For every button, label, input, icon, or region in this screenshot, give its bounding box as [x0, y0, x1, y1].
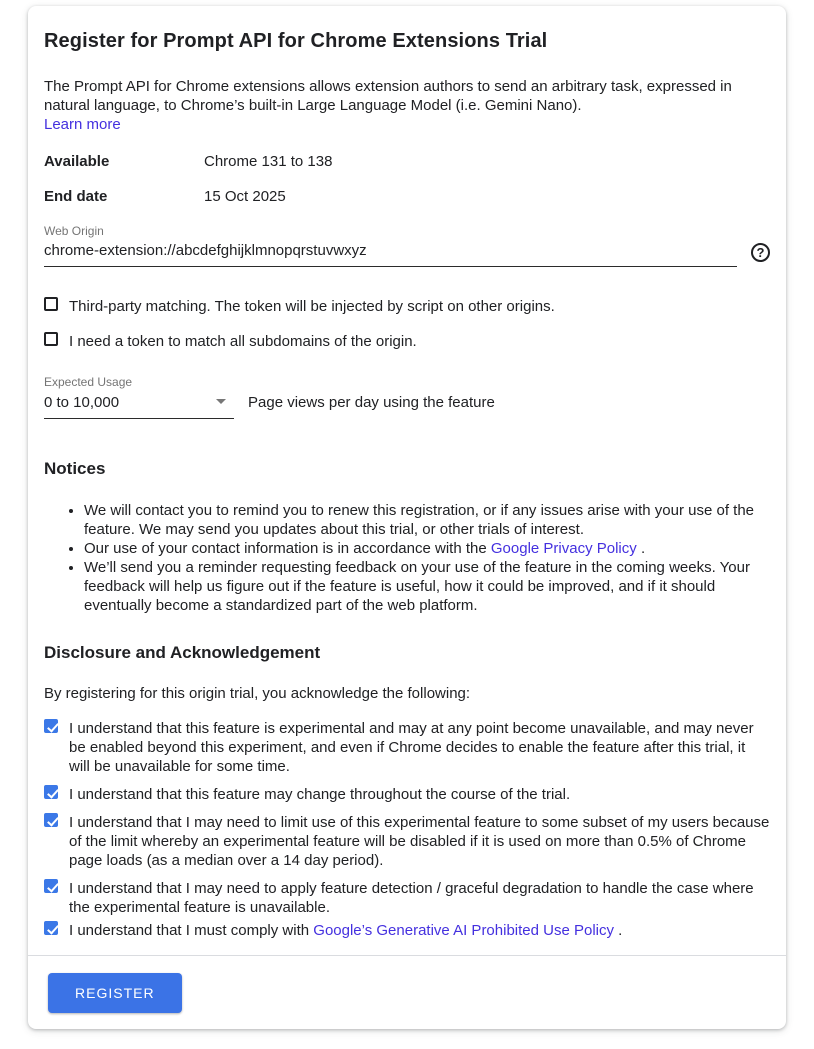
expected-usage-select[interactable] — [44, 389, 234, 419]
card-body — [28, 6, 786, 955]
third-party-matching-label: Third-party matching. The token will be injected by script on other origins. — [69, 298, 555, 315]
learn-more-link[interactable]: Learn more — [44, 116, 121, 133]
notices-list — [44, 501, 770, 615]
web-origin-row — [44, 238, 770, 267]
ack-feature-change-checkbox-row[interactable] — [44, 785, 770, 804]
ack-experimental-checkbox-row[interactable] — [44, 719, 770, 776]
web-origin-label: Web Origin — [44, 224, 104, 238]
checkbox-checked-icon[interactable] — [44, 921, 58, 935]
register-button[interactable]: REGISTER — [48, 973, 182, 1013]
end-date-row — [44, 187, 770, 206]
notice-item: • We will contact you to remind you to renew this registration, or if any issues arise with your use of the feature. We may send you updates about this trial, or other trials of interest. — [84, 501, 770, 539]
checkbox-checked-icon[interactable] — [44, 813, 58, 827]
checkbox-checked-icon[interactable] — [44, 719, 58, 733]
checkbox-unchecked-icon[interactable] — [44, 297, 58, 311]
notice-item — [84, 539, 770, 558]
notice-text: . — [636, 540, 646, 557]
web-origin-input[interactable] — [44, 238, 737, 267]
end-date-label: End date — [44, 188, 108, 205]
page-title: Register for Prompt API for Chrome Extensions Trial — [44, 30, 548, 52]
notices-heading: Notices — [44, 459, 106, 478]
notice-item: • We’ll send you a reminder requesting feedback on your use of the feature in the coming weeks. Your feedback will help us figure out if the feature is useful, how it could be improved, and if it should eventually become a standardized part of the web platform. — [84, 558, 770, 615]
match-subdomains-checkbox-row[interactable] — [44, 332, 770, 351]
chevron-down-icon — [216, 399, 226, 404]
ack-prohibited-use-label — [69, 921, 622, 940]
ack-experimental-label: I understand that this feature is experimental and may at any point become unavailable, and may never be enabled beyond this experiment, and even if Chrome decides to enable the feature after this trial, it will be unavailable for some time. — [69, 720, 754, 775]
available-label: Available — [44, 153, 110, 170]
expected-usage-hint: Page views per day using the feature — [248, 394, 495, 411]
ack-feature-detection-checkbox-row[interactable] — [44, 879, 770, 917]
ack-usage-limit-label: I understand that I may need to limit use of this experimental feature to some subset of my users because of the limit whereby an experimental feature will be disabled if it is used on more than 0.5% of Chrome page loads (as a median over a 14 day period). — [69, 814, 770, 869]
third-party-matching-checkbox-row[interactable] — [44, 297, 770, 316]
ack-feature-change-label: I understand that this feature may change throughout the course of the trial. — [69, 786, 571, 803]
web-origin-field — [44, 224, 770, 267]
expected-usage-section — [44, 375, 770, 419]
help-icon[interactable]: ? — [751, 243, 770, 262]
generative-ai-policy-link[interactable]: Google’s Generative AI Prohibited Use Policy — [313, 922, 614, 939]
expected-usage-label: Expected Usage — [44, 375, 133, 389]
expected-usage-value: 0 to 10,000 — [44, 394, 120, 411]
google-privacy-policy-link[interactable]: Google Privacy Policy — [490, 540, 637, 557]
available-row — [44, 152, 770, 171]
disclosure-intro: By registering for this origin trial, you acknowledge the following: — [44, 685, 471, 702]
checkbox-checked-icon[interactable] — [44, 785, 58, 799]
available-value: Chrome 131 to 138 — [204, 153, 333, 170]
ack-text: I understand that I must comply with — [69, 922, 314, 939]
card-footer — [28, 956, 786, 1029]
trial-description: The Prompt API for Chrome extensions allows extension authors to send an arbitrary task, expressed in natural language, to Chrome’s built-in Large Language Model (i.e. Gemini Nano). — [44, 78, 732, 114]
ack-feature-detection-label: I understand that I may need to apply feature detection / graceful degradation to handle the case where the experimental feature is unavailable. — [69, 880, 754, 916]
disclosure-heading: Disclosure and Acknowledgement — [44, 643, 321, 662]
ack-text: . — [614, 922, 623, 939]
end-date-value: 15 Oct 2025 — [204, 188, 286, 205]
ack-usage-limit-checkbox-row[interactable] — [44, 813, 770, 870]
expected-usage-field — [44, 375, 234, 419]
checkbox-checked-icon[interactable] — [44, 879, 58, 893]
registration-card — [28, 6, 786, 1029]
ack-prohibited-use-checkbox-row[interactable] — [44, 921, 770, 940]
match-subdomains-label: I need a token to match all subdomains of the origin. — [69, 333, 417, 350]
checkbox-unchecked-icon[interactable] — [44, 332, 58, 346]
notice-text: Our use of your contact information is in accordance with the — [84, 540, 491, 557]
